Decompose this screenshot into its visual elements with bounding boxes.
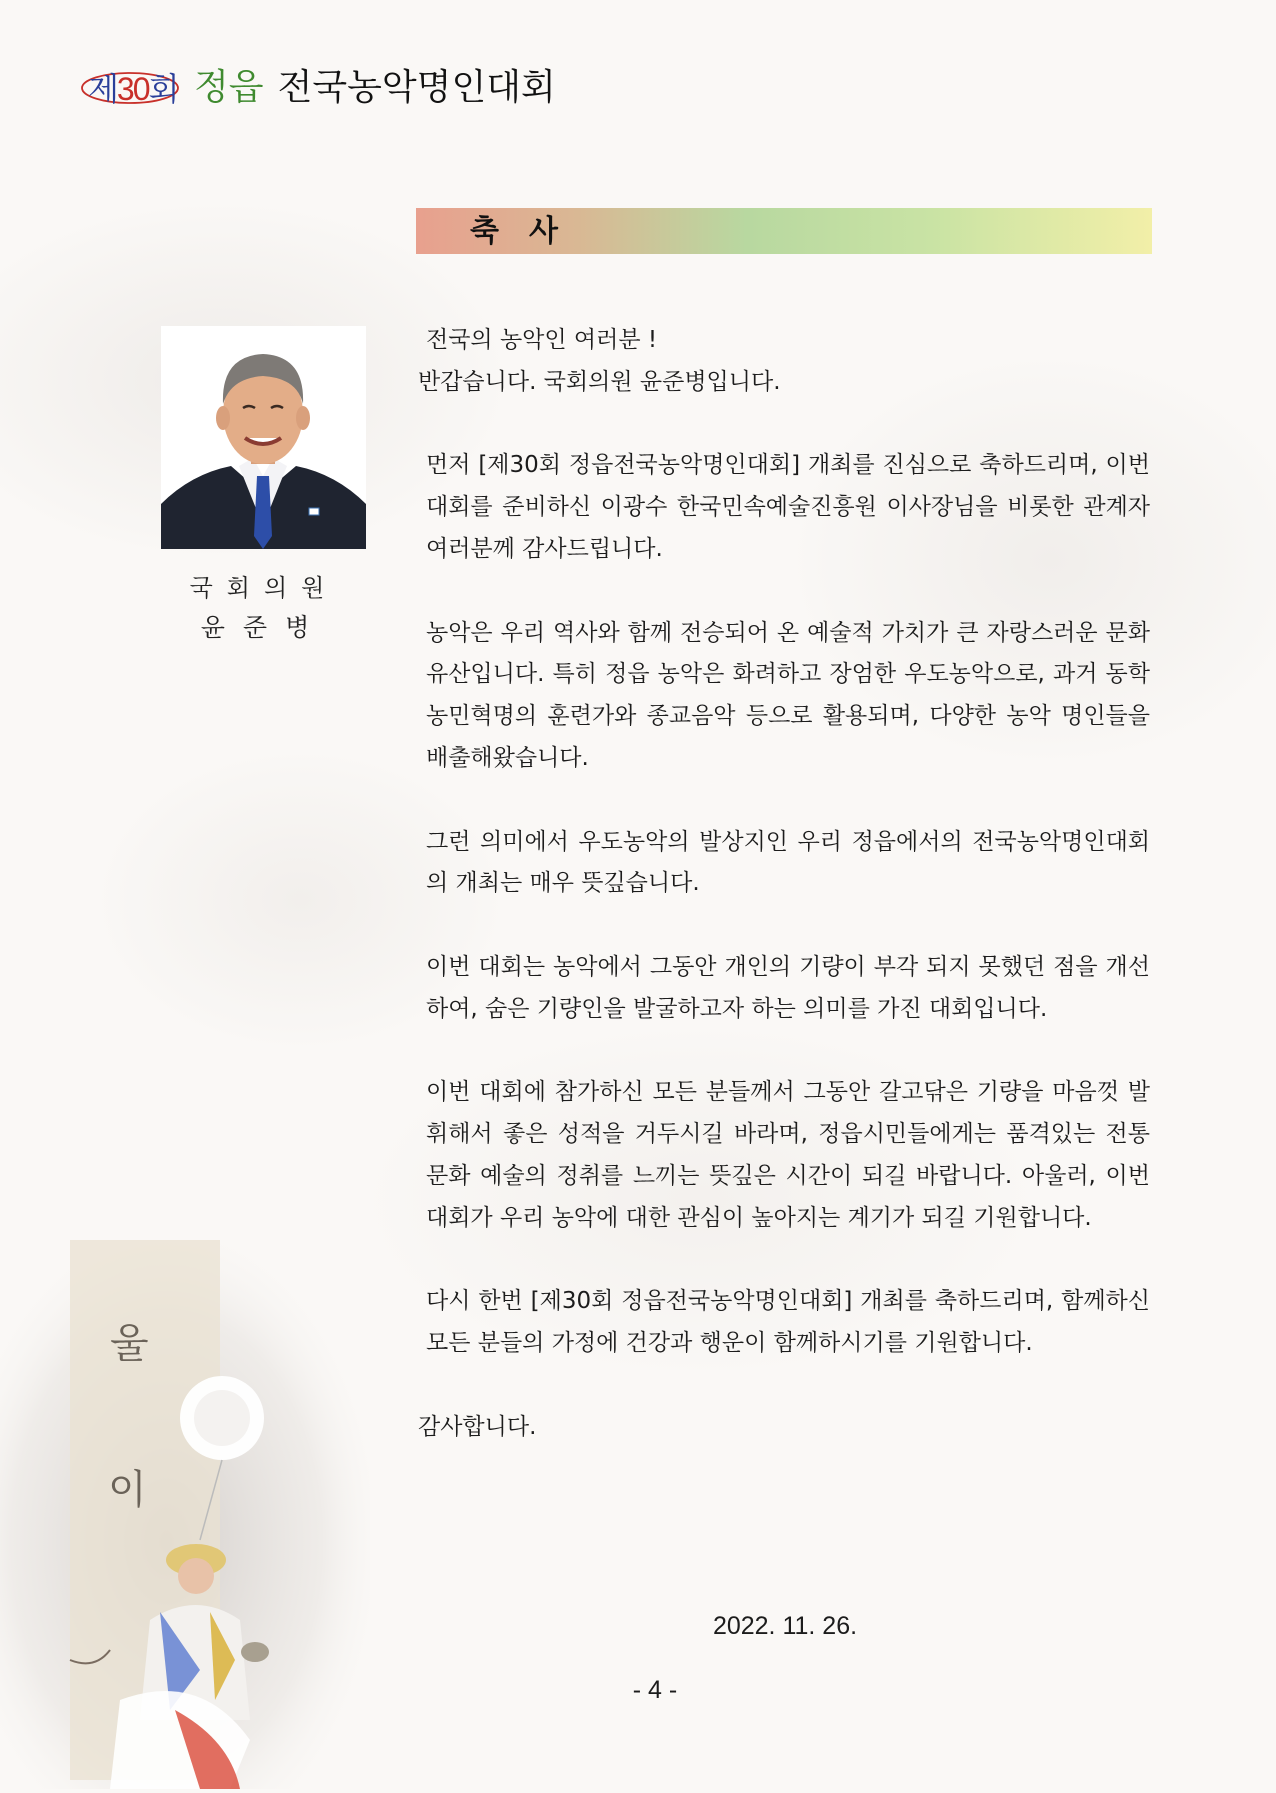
body-line: 반갑습니다. 국회의원 윤준병입니다. xyxy=(418,368,781,395)
signature-role: 국회의원 xyxy=(189,574,339,602)
body-paragraph xyxy=(418,320,1150,404)
calligraphy-char-2: 이 xyxy=(108,1467,147,1513)
badge-je: 제 xyxy=(88,71,117,107)
body-paragraph: 농악은 우리 역사와 함께 전승되어 온 예술적 가치가 큰 자랑스러운 문화유산입니다. 특히 정읍 농악은 화려하고 장엄한 우도농악으로, 과거 동학농민혁명의 훈련가와 종교음악 등으로 활용되며, 다양한 농악 명인들을 배출해왔습니다. xyxy=(426,619,1150,771)
body-paragraph: 이번 대회에 참가하신 모든 분들께서 그동안 갈고닦은 기량을 마음껏 발휘해서 좋은 성적을 거두시길 바라며, 정읍시민들에게는 품격있는 전통문화 예술의 정취를 느끼는 뜻깊은 시간이 되길 바랍니다. 아울러, 이번 대회가 우리 농악에 대한 관심이 높아지는 계기가 되길 기원합니다. xyxy=(426,1079,1150,1231)
page-number: - 4 - xyxy=(632,1676,678,1704)
page-header xyxy=(80,62,556,112)
section-title: 축사 xyxy=(470,214,588,249)
edition-badge xyxy=(80,67,180,107)
badge-hoe: 회 xyxy=(148,71,178,107)
body-paragraph: 다시 한번 [제30회 정읍전국농악명인대회] 개최를 축하드리며, 함께하신 모든 분들의 가정에 건강과 행운이 함께하시기를 기원합니다. xyxy=(426,1288,1150,1357)
body-line: 전국의 농악인 여러분 ! xyxy=(426,327,658,353)
body-paragraph: 이번 대회는 농악에서 그동안 개인의 기량이 부각 되지 못했던 점을 개선하여, 숨은 기량인을 발굴하고자 하는 의미를 가진 대회입니다. xyxy=(426,953,1150,1022)
body-paragraph: 먼저 [제30회 정읍전국농악명인대회] 개최를 진심으로 축하드리며, 이번 대회를 준비하신 이광수 한국민속예술진흥원 이사장님을 비롯한 관계자 여러분께 감사드립니다. xyxy=(426,452,1150,562)
calligraphy-char-1: 울 xyxy=(110,1321,149,1367)
document-date: 2022. 11. 26. xyxy=(712,1612,858,1640)
greeting-body xyxy=(418,320,1150,1490)
header-title: 전국농악명인대회 xyxy=(277,66,556,107)
portrait-photo xyxy=(161,326,366,549)
signature-name: 윤준병 xyxy=(200,613,328,642)
body-paragraph: 감사합니다. xyxy=(418,1413,537,1440)
decorative-performer-image xyxy=(0,1240,370,1789)
header-city: 정읍 xyxy=(194,66,264,107)
badge-number: 30 xyxy=(116,71,149,107)
body-paragraph: 그런 의미에서 우도농악의 발상지인 우리 정읍에서의 전국농악명인대회의 개최는 매우 뜻깊습니다. xyxy=(426,828,1150,897)
